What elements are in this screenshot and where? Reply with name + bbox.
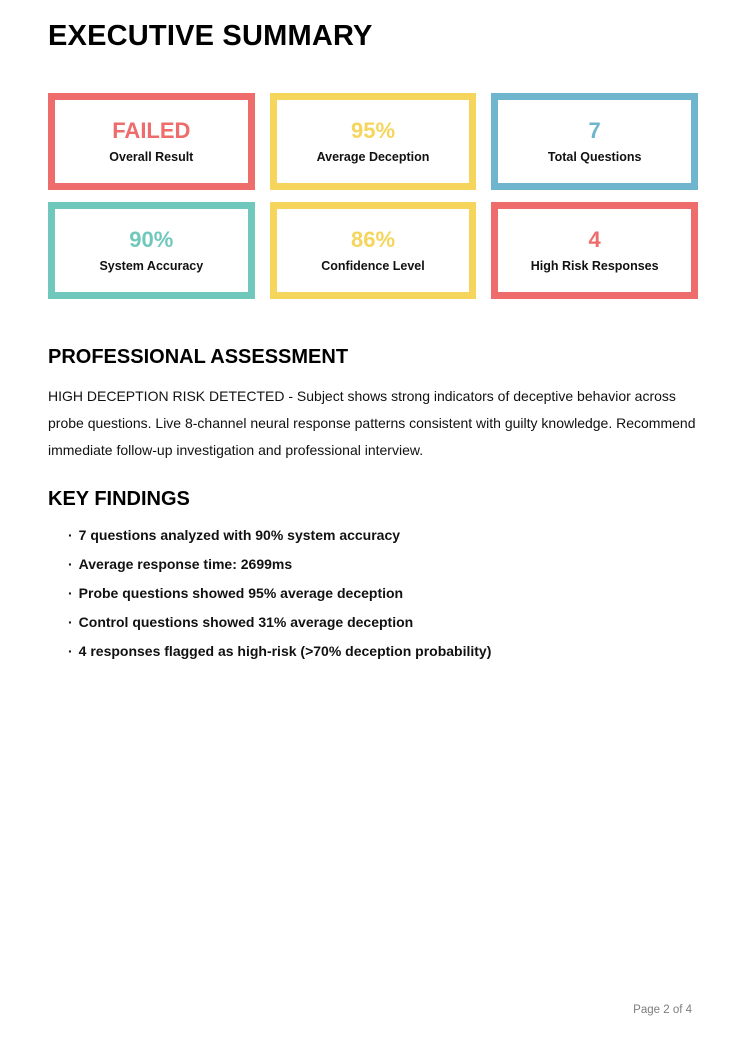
finding-text: 4 responses flagged as high-risk (>70% deception probability) — [78, 643, 492, 659]
professional-assessment-heading: PROFESSIONAL ASSESSMENT — [48, 346, 349, 368]
finding-text: Control questions showed 31% average deception — [78, 614, 414, 630]
stat-card-value: 7 — [588, 117, 601, 143]
stat-card-value: 86% — [350, 226, 396, 252]
finding-text: Average response time: 2699ms — [78, 556, 293, 572]
stat-card-value: 95% — [350, 117, 396, 143]
bullet-icon: · — [68, 556, 73, 572]
key-findings-list — [48, 527, 698, 659]
stat-card-label: High Risk Responses — [530, 258, 659, 273]
stat-card-label: Overall Result — [109, 149, 194, 164]
stat-card-total-questions — [491, 93, 698, 190]
page-number: Page 2 of 4 — [633, 1004, 692, 1016]
stat-card-label: Average Deception — [316, 149, 430, 164]
stat-card-value: 90% — [129, 226, 174, 252]
list-item — [68, 527, 698, 543]
stat-card-label: System Accuracy — [99, 258, 204, 273]
stat-card-value: FAILED — [112, 117, 191, 143]
key-findings-heading: KEY FINDINGS — [48, 488, 190, 510]
summary-stat-cards — [48, 93, 698, 299]
bullet-icon: · — [68, 643, 73, 659]
list-item — [68, 585, 698, 601]
finding-text: 7 questions analyzed with 90% system accuracy — [78, 527, 401, 543]
stat-card-average-deception — [270, 93, 477, 190]
stat-card-label: Confidence Level — [321, 258, 425, 273]
list-item — [68, 614, 698, 630]
stat-card-value: 4 — [588, 226, 601, 252]
list-item — [68, 556, 698, 572]
stat-card-label: Total Questions — [547, 149, 642, 164]
bullet-icon: · — [68, 585, 73, 601]
stat-card-system-accuracy — [48, 202, 255, 299]
professional-assessment-paragraph: HIGH DECEPTION RISK DETECTED - Subject shows strong indicators of deceptive behavior across probe questions. Live 8-channel neural response patterns consistent with guilty knowledge. Recommend immediate follow-up investigation and professional interview. — [48, 388, 696, 458]
list-item — [68, 643, 698, 659]
stat-card-overall-result — [48, 93, 255, 190]
stat-card-high-risk-responses — [491, 202, 698, 299]
finding-text: Probe questions showed 95% average deception — [78, 585, 404, 601]
stat-card-confidence-level — [270, 202, 477, 299]
page-title: EXECUTIVE SUMMARY — [48, 20, 373, 52]
bullet-icon: · — [68, 527, 73, 543]
bullet-icon: · — [68, 614, 73, 630]
